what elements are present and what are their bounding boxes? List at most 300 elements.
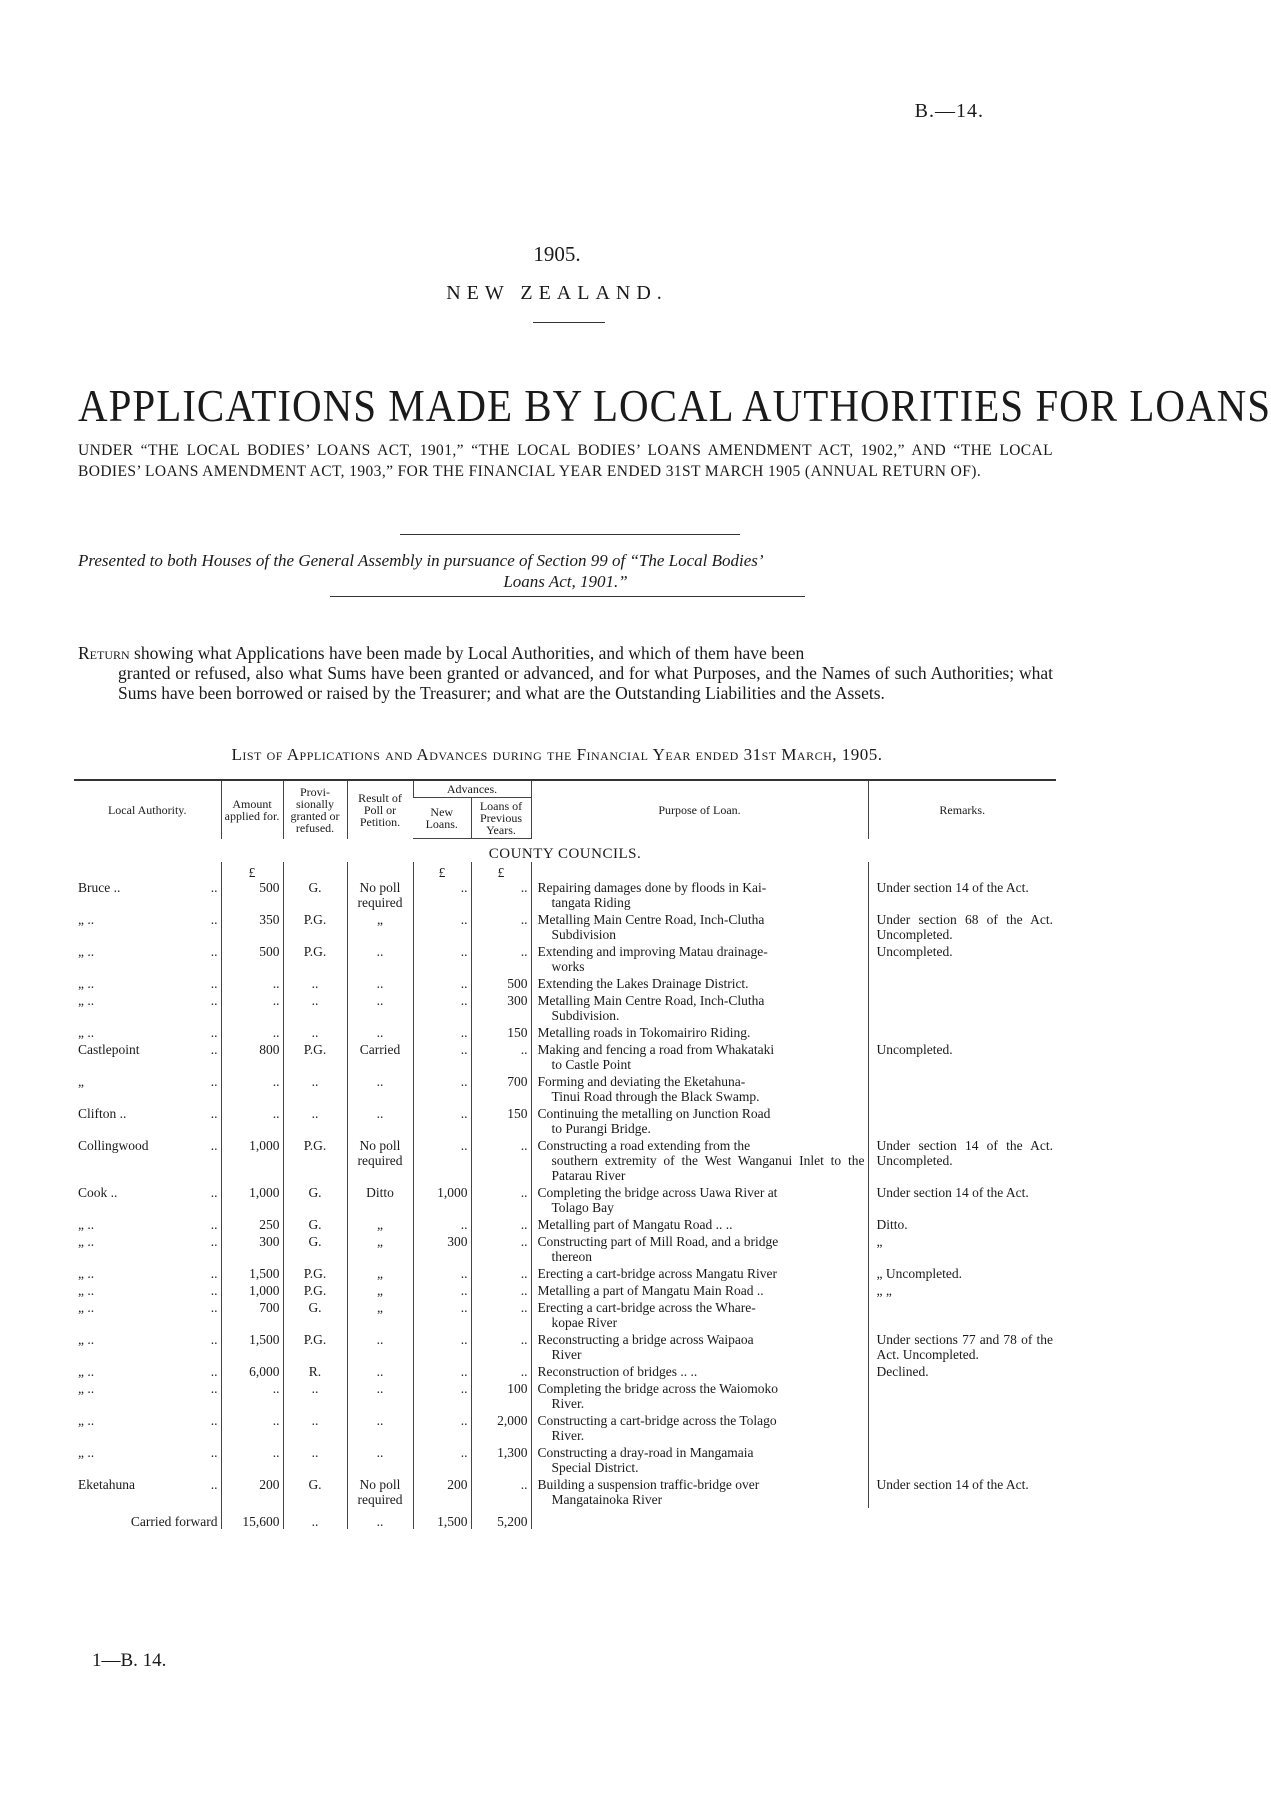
- amount-cell: ..: [221, 1024, 283, 1041]
- leader-dots: ..: [210, 993, 218, 1008]
- provisional-cell: ..: [283, 1380, 347, 1412]
- amount-cell: ..: [221, 975, 283, 992]
- leader-dots: ..: [210, 944, 218, 959]
- authority-name: „ ..: [78, 944, 95, 959]
- amount-cell: ..: [221, 1412, 283, 1444]
- purpose-cell: [531, 911, 868, 943]
- divider: [330, 596, 805, 597]
- purpose-cell: [531, 1024, 868, 1041]
- document-subtitle: UNDER “THE LOCAL BODIES’ LOANS ACT, 1901,” “THE LOCAL BODIES’ LOANS AMENDMENT ACT, 1902,” AND “THE LOCAL BODIES’ LOANS AMENDMENT ACT, 1903,” FOR THE FINANCIAL YEAR ENDED 31ST MARCH 1905 (ANNUAL RETURN OF).: [78, 442, 1053, 480]
- leader-dots: ..: [210, 912, 218, 927]
- provisional-cell: ..: [283, 1412, 347, 1444]
- purpose-text-continued: River.: [551, 1396, 585, 1411]
- provisional-cell: P.G.: [283, 1265, 347, 1282]
- authority-cell: [74, 1476, 221, 1493]
- previous-loans-cell: 500: [471, 975, 531, 992]
- result-cell: No poll required: [347, 1476, 413, 1508]
- currency-row: [74, 862, 1056, 879]
- result-cell: Carried: [347, 1041, 413, 1073]
- remarks-cell: [868, 992, 1056, 1024]
- authority-name: „ ..: [78, 1445, 95, 1460]
- purpose-text-continued: Mangatainoka River: [551, 1492, 663, 1507]
- remarks-cell: Uncompleted.: [868, 1041, 1056, 1073]
- purpose-text: Reconstructing a bridge across Waipaoa: [537, 1332, 754, 1347]
- result-cell: ..: [347, 1363, 413, 1380]
- purpose-cell: [531, 1265, 868, 1282]
- table-row: [74, 1265, 1056, 1282]
- previous-loans-cell: ..: [471, 1331, 531, 1363]
- result-cell: ..: [347, 1412, 413, 1444]
- amount-cell: 1,000: [221, 1184, 283, 1216]
- col-previous: Loans of Previous Years.: [471, 798, 531, 839]
- new-loans-cell: ..: [413, 1041, 471, 1073]
- new-loans-cell: ..: [413, 1137, 471, 1184]
- footer-code: 1—B. 14.: [92, 1650, 167, 1671]
- table-row: [74, 1476, 1056, 1508]
- amount-cell: 700: [221, 1299, 283, 1331]
- purpose-cell: [531, 1299, 868, 1331]
- table-row: [74, 1299, 1056, 1331]
- result-cell: „: [347, 1233, 413, 1265]
- table-row: [74, 1331, 1056, 1363]
- authority-cell: [74, 1363, 221, 1380]
- authority-cell: [74, 1024, 221, 1041]
- purpose-text: Constructing a road extending from the: [537, 1138, 751, 1153]
- provisional-cell: P.G.: [283, 1137, 347, 1184]
- new-loans-cell: ..: [413, 1265, 471, 1282]
- authority-name: Bruce ..: [78, 880, 121, 895]
- new-loans-cell: ..: [413, 911, 471, 943]
- divider: [400, 534, 740, 535]
- leader-dots: ..: [210, 1217, 218, 1232]
- document-title: APPLICATIONS MADE BY LOCAL AUTHORITIES FOR LOANS: [78, 379, 1271, 432]
- authority-name: „ ..: [78, 1266, 95, 1281]
- previous-loans-cell: 700: [471, 1073, 531, 1105]
- purpose-text: Building a suspension traffic-bridge over: [537, 1477, 760, 1492]
- section-row: [74, 839, 1056, 863]
- remarks-cell: [868, 1380, 1056, 1412]
- table-row: [74, 1233, 1056, 1265]
- list-heading: List of Applications and Advances during the Financial Year ended 31st March, 1905.: [231, 745, 883, 764]
- authority-cell: [74, 911, 221, 928]
- purpose-text: Constructing a cart-bridge across the Tolago: [537, 1413, 777, 1428]
- blank-cell: [347, 862, 413, 879]
- amount-cell: 1,000: [221, 1282, 283, 1299]
- carried-result: ..: [347, 1508, 413, 1529]
- purpose-cell: [531, 943, 868, 975]
- amount-cell: ..: [221, 1380, 283, 1412]
- remarks-cell: [868, 1073, 1056, 1105]
- purpose-cell: [531, 1282, 868, 1299]
- table-row: [74, 1216, 1056, 1233]
- country: NEW ZEALAND.: [446, 282, 668, 304]
- purpose-cell: [531, 1041, 868, 1073]
- remarks-cell: Under section 14 of the Act. Uncompleted.: [868, 1137, 1056, 1184]
- authority-name: „ ..: [78, 1217, 95, 1232]
- previous-loans-cell: ..: [471, 911, 531, 943]
- result-cell: ..: [347, 943, 413, 975]
- purpose-text-continued: Subdivision: [551, 927, 617, 942]
- remarks-cell: Under section 14 of the Act.: [868, 1476, 1056, 1508]
- remarks-cell: Ditto.: [868, 1216, 1056, 1233]
- previous-loans-cell: ..: [471, 1299, 531, 1331]
- purpose-text: Completing the bridge across the Waiomoko: [537, 1381, 778, 1396]
- previous-loans-cell: ..: [471, 1184, 531, 1216]
- leader-dots: ..: [210, 1477, 218, 1492]
- remarks-cell: [868, 1105, 1056, 1137]
- authority-cell: [74, 1282, 221, 1299]
- leader-dots: ..: [210, 1025, 218, 1040]
- new-loans-cell: ..: [413, 1216, 471, 1233]
- authority-name: „: [78, 1074, 84, 1089]
- authority-cell: [74, 992, 221, 1009]
- provisional-cell: G.: [283, 1184, 347, 1216]
- purpose-cell: [531, 1216, 868, 1233]
- leader-dots: ..: [210, 1413, 218, 1428]
- table-row: [74, 879, 1056, 911]
- purpose-cell: [531, 879, 868, 911]
- result-cell: No poll required: [347, 879, 413, 911]
- authority-cell: [74, 975, 221, 992]
- amount-cell: 250: [221, 1216, 283, 1233]
- authority-name: „ ..: [78, 993, 95, 1008]
- previous-loans-cell: ..: [471, 1476, 531, 1508]
- new-loans-cell: 200: [413, 1476, 471, 1508]
- purpose-text-continued: Tinui Road through the Black Swamp.: [551, 1089, 760, 1104]
- currency-prev: £: [471, 862, 531, 879]
- table-row: [74, 975, 1056, 992]
- previous-loans-cell: ..: [471, 1363, 531, 1380]
- amount-cell: ..: [221, 992, 283, 1024]
- provisional-cell: G.: [283, 1233, 347, 1265]
- purpose-cell: [531, 975, 868, 992]
- result-cell: „: [347, 911, 413, 943]
- purpose-text-continued: River: [551, 1347, 582, 1362]
- purpose-text: Metalling a part of Mangatu Main Road ..: [537, 1283, 764, 1298]
- provisional-cell: P.G.: [283, 1041, 347, 1073]
- provisional-cell: ..: [283, 1444, 347, 1476]
- amount-cell: 300: [221, 1233, 283, 1265]
- result-cell: ..: [347, 992, 413, 1024]
- purpose-cell: [531, 1105, 868, 1137]
- previous-loans-cell: 150: [471, 1105, 531, 1137]
- remarks-cell: Under sections 77 and 78 of the Act. Uncompleted.: [868, 1331, 1056, 1363]
- authority-cell: [74, 879, 221, 896]
- result-cell: ..: [347, 975, 413, 992]
- blank-cell: [868, 862, 1056, 879]
- new-loans-cell: ..: [413, 1024, 471, 1041]
- table-row: [74, 1073, 1056, 1105]
- currency-amount: £: [221, 862, 283, 879]
- carried-label: Carried forward: [130, 1514, 218, 1529]
- applications-table: [74, 779, 1056, 1529]
- remarks-cell: [868, 1412, 1056, 1444]
- previous-loans-cell: ..: [471, 879, 531, 911]
- purpose-text: Erecting a cart-bridge across the Whare-: [537, 1300, 756, 1315]
- col-local-authority: Local Authority.: [74, 780, 221, 839]
- result-cell: „: [347, 1216, 413, 1233]
- remarks-cell: „: [868, 1233, 1056, 1265]
- carried-forward-row: [74, 1508, 1056, 1529]
- purpose-text-continued: Special District.: [551, 1460, 639, 1475]
- new-loans-cell: ..: [413, 879, 471, 911]
- col-result: Result of Poll or Petition.: [347, 780, 413, 839]
- purpose-text-continued: works: [551, 959, 585, 974]
- result-cell: ..: [347, 1380, 413, 1412]
- remarks-cell: [868, 1299, 1056, 1331]
- amount-cell: 6,000: [221, 1363, 283, 1380]
- remarks-cell: Declined.: [868, 1363, 1056, 1380]
- leader-dots: ..: [210, 1185, 218, 1200]
- return-rest: granted or refused, also what Sums have been granted or advanced, and for what Purposes, and the Names of such Authorities; what Sums have been borrowed or raised by the Treasurer; and what are the Outstanding Liabilities and the Assets.: [118, 663, 1053, 703]
- blank-cell: [74, 862, 221, 879]
- authority-cell: [74, 1299, 221, 1316]
- provisional-cell: ..: [283, 1024, 347, 1041]
- authority-cell: [74, 1184, 221, 1201]
- authority-cell: [74, 1331, 221, 1348]
- provisional-cell: G.: [283, 1216, 347, 1233]
- leader-dots: ..: [210, 1445, 218, 1460]
- amount-cell: 1,000: [221, 1137, 283, 1184]
- remarks-cell: „ „: [868, 1282, 1056, 1299]
- leader-dots: ..: [210, 1364, 218, 1379]
- page-code: B.—14.: [914, 100, 984, 122]
- remarks-cell: Uncompleted.: [868, 943, 1056, 975]
- return-lead: Return: [78, 643, 130, 663]
- provisional-cell: P.G.: [283, 1282, 347, 1299]
- provisional-cell: G.: [283, 879, 347, 911]
- remarks-cell: Under section 68 of the Act. Uncompleted.: [868, 911, 1056, 943]
- table-row: [74, 911, 1056, 943]
- purpose-text: Metalling Main Centre Road, Inch-Clutha: [537, 912, 765, 927]
- blank-cell: [531, 862, 868, 879]
- authority-name: „ ..: [78, 1413, 95, 1428]
- previous-loans-cell: ..: [471, 1216, 531, 1233]
- result-cell: ..: [347, 1331, 413, 1363]
- authority-cell: [74, 1041, 221, 1058]
- divider: [533, 322, 605, 323]
- previous-loans-cell: ..: [471, 943, 531, 975]
- purpose-text: Metalling roads in Tokomairiro Riding.: [537, 1025, 751, 1040]
- previous-loans-cell: ..: [471, 1233, 531, 1265]
- new-loans-cell: ..: [413, 1363, 471, 1380]
- purpose-text: Erecting a cart-bridge across Mangatu River: [537, 1266, 778, 1281]
- table-row: [74, 1137, 1056, 1184]
- purpose-cell: [531, 1137, 868, 1184]
- purpose-text: Repairing damages done by floods in Kai-: [537, 880, 767, 895]
- purpose-text: Reconstruction of bridges .. ..: [537, 1364, 698, 1379]
- carried-prev: 5,200: [471, 1508, 531, 1529]
- new-loans-cell: ..: [413, 975, 471, 992]
- authority-name: Collingwood: [78, 1138, 149, 1153]
- previous-loans-cell: 150: [471, 1024, 531, 1041]
- result-cell: ..: [347, 1024, 413, 1041]
- remarks-cell: „ Uncompleted.: [868, 1265, 1056, 1282]
- remarks-cell: Under section 14 of the Act.: [868, 1184, 1056, 1216]
- new-loans-cell: ..: [413, 1380, 471, 1412]
- purpose-text-continued: River.: [551, 1428, 585, 1443]
- amount-cell: 1,500: [221, 1331, 283, 1363]
- provisional-cell: G.: [283, 1476, 347, 1508]
- result-cell: „: [347, 1299, 413, 1331]
- leader-dots: ..: [210, 880, 218, 895]
- result-cell: „: [347, 1265, 413, 1282]
- purpose-cell: [531, 1331, 868, 1363]
- new-loans-cell: 1,000: [413, 1184, 471, 1216]
- leader-dots: ..: [210, 1074, 218, 1089]
- authority-name: Clifton ..: [78, 1106, 127, 1121]
- purpose-cell: [531, 992, 868, 1024]
- purpose-cell: [531, 1476, 868, 1508]
- authority-name: „ ..: [78, 1364, 95, 1379]
- amount-cell: ..: [221, 1073, 283, 1105]
- previous-loans-cell: ..: [471, 1137, 531, 1184]
- table-row: [74, 1024, 1056, 1041]
- new-loans-cell: ..: [413, 943, 471, 975]
- carried-prov: ..: [283, 1508, 347, 1529]
- new-loans-cell: ..: [413, 1412, 471, 1444]
- new-loans-cell: 300: [413, 1233, 471, 1265]
- provisional-cell: ..: [283, 1105, 347, 1137]
- authority-cell: [74, 1137, 221, 1154]
- remarks-cell: [868, 1024, 1056, 1041]
- authority-name: Castlepoint: [78, 1042, 140, 1057]
- purpose-cell: [531, 1363, 868, 1380]
- blank-cell: [283, 862, 347, 879]
- table-row: [74, 1380, 1056, 1412]
- authority-name: „ ..: [78, 1332, 95, 1347]
- table-row: [74, 992, 1056, 1024]
- purpose-text-continued: thereon: [551, 1249, 592, 1264]
- leader-dots: ..: [210, 1283, 218, 1298]
- leader-dots: ..: [210, 1042, 218, 1057]
- leader-dots: ..: [210, 1138, 218, 1153]
- purpose-text: Continuing the metalling on Junction Road: [537, 1106, 771, 1121]
- carried-amount: 15,600: [221, 1508, 283, 1529]
- previous-loans-cell: 2,000: [471, 1412, 531, 1444]
- purpose-text: Extending and improving Matau drainage-: [537, 944, 768, 959]
- previous-loans-cell: 300: [471, 992, 531, 1024]
- authority-name: „ ..: [78, 1283, 95, 1298]
- purpose-text: Extending the Lakes Drainage District.: [537, 976, 749, 991]
- provisional-cell: P.G.: [283, 911, 347, 943]
- return-paragraph: [78, 643, 1053, 703]
- table-row: [74, 1184, 1056, 1216]
- result-cell: No poll required: [347, 1137, 413, 1184]
- authority-name: „ ..: [78, 1025, 95, 1040]
- table-row: [74, 1041, 1056, 1073]
- result-cell: ..: [347, 1073, 413, 1105]
- col-purpose: Purpose of Loan.: [531, 780, 868, 839]
- authority-cell: [74, 1216, 221, 1233]
- authority-name: „ ..: [78, 1381, 95, 1396]
- leader-dots: ..: [210, 1106, 218, 1121]
- carried-new: 1,500: [413, 1508, 471, 1529]
- provisional-cell: ..: [283, 975, 347, 992]
- leader-dots: ..: [210, 1234, 218, 1249]
- new-loans-cell: ..: [413, 992, 471, 1024]
- remarks-cell: Under section 14 of the Act.: [868, 879, 1056, 911]
- purpose-text: Constructing a dray-road in Mangamaia: [537, 1445, 754, 1460]
- previous-loans-cell: ..: [471, 1041, 531, 1073]
- previous-loans-cell: ..: [471, 1265, 531, 1282]
- leader-dots: ..: [210, 1381, 218, 1396]
- new-loans-cell: ..: [413, 1073, 471, 1105]
- presented-note: [78, 550, 1053, 592]
- amount-cell: 200: [221, 1476, 283, 1508]
- provisional-cell: R.: [283, 1363, 347, 1380]
- authority-cell: [74, 1444, 221, 1461]
- purpose-text-continued: to Castle Point: [551, 1057, 632, 1072]
- return-line-1: showing what Applications have been made by Local Authorities, and which of them have been: [129, 643, 805, 663]
- leader-dots: ..: [210, 976, 218, 991]
- provisional-cell: ..: [283, 1073, 347, 1105]
- previous-loans-cell: ..: [471, 1282, 531, 1299]
- leader-dots: ..: [210, 1332, 218, 1347]
- authority-name: „ ..: [78, 1300, 95, 1315]
- purpose-text: Completing the bridge across Uawa River at: [537, 1185, 778, 1200]
- new-loans-cell: ..: [413, 1105, 471, 1137]
- previous-loans-cell: 1,300: [471, 1444, 531, 1476]
- new-loans-cell: ..: [413, 1331, 471, 1363]
- authority-name: „ ..: [78, 912, 95, 927]
- purpose-text-continued: Subdivision.: [551, 1008, 620, 1023]
- new-loans-cell: ..: [413, 1282, 471, 1299]
- result-cell: ..: [347, 1105, 413, 1137]
- col-amount-applied: Amount applied for.: [221, 780, 283, 839]
- table-row: [74, 1282, 1056, 1299]
- authority-cell: [74, 1073, 221, 1090]
- authority-cell: [74, 1380, 221, 1397]
- purpose-text: Metalling part of Mangatu Road .. ..: [537, 1217, 733, 1232]
- purpose-cell: [531, 1184, 868, 1216]
- col-provisionally: Provi- sionally granted or refused.: [283, 780, 347, 839]
- purpose-text: Forming and deviating the Eketahuna-: [537, 1074, 746, 1089]
- authority-name: Cook ..: [78, 1185, 118, 1200]
- leader-dots: ..: [210, 1300, 218, 1315]
- remarks-cell: [868, 1444, 1056, 1476]
- purpose-text-continued: to Purangi Bridge.: [551, 1121, 651, 1136]
- purpose-text-continued: tangata Riding: [551, 895, 631, 910]
- leader-dots: ..: [210, 1266, 218, 1281]
- table-row: [74, 1444, 1056, 1476]
- purpose-text: Constructing part of Mill Road, and a bridge: [537, 1234, 779, 1249]
- purpose-text: Making and fencing a road from Whakataki: [537, 1042, 775, 1057]
- authority-name: „ ..: [78, 976, 95, 991]
- authority-cell: [74, 1105, 221, 1122]
- col-advances: Advances.: [413, 780, 531, 798]
- year: 1905.: [533, 242, 581, 266]
- authority-cell: [74, 1412, 221, 1429]
- amount-cell: 500: [221, 943, 283, 975]
- authority-cell: [74, 1233, 221, 1250]
- provisional-cell: G.: [283, 1299, 347, 1331]
- amount-cell: 1,500: [221, 1265, 283, 1282]
- blank-cell: [531, 1508, 868, 1529]
- purpose-text-continued: kopae River: [551, 1315, 618, 1330]
- table-row: [74, 1412, 1056, 1444]
- new-loans-cell: ..: [413, 1299, 471, 1331]
- new-loans-cell: ..: [413, 1444, 471, 1476]
- result-cell: „: [347, 1282, 413, 1299]
- provisional-cell: P.G.: [283, 943, 347, 975]
- authority-name: Eketahuna: [78, 1477, 135, 1492]
- currency-new: £: [413, 862, 471, 879]
- table-row: [74, 1105, 1056, 1137]
- purpose-text-continued: southern extremity of the West Wanganui Inlet to the Patarau River: [551, 1153, 865, 1183]
- purpose-text-continued: Tolago Bay: [551, 1200, 614, 1215]
- authority-cell: [74, 1265, 221, 1282]
